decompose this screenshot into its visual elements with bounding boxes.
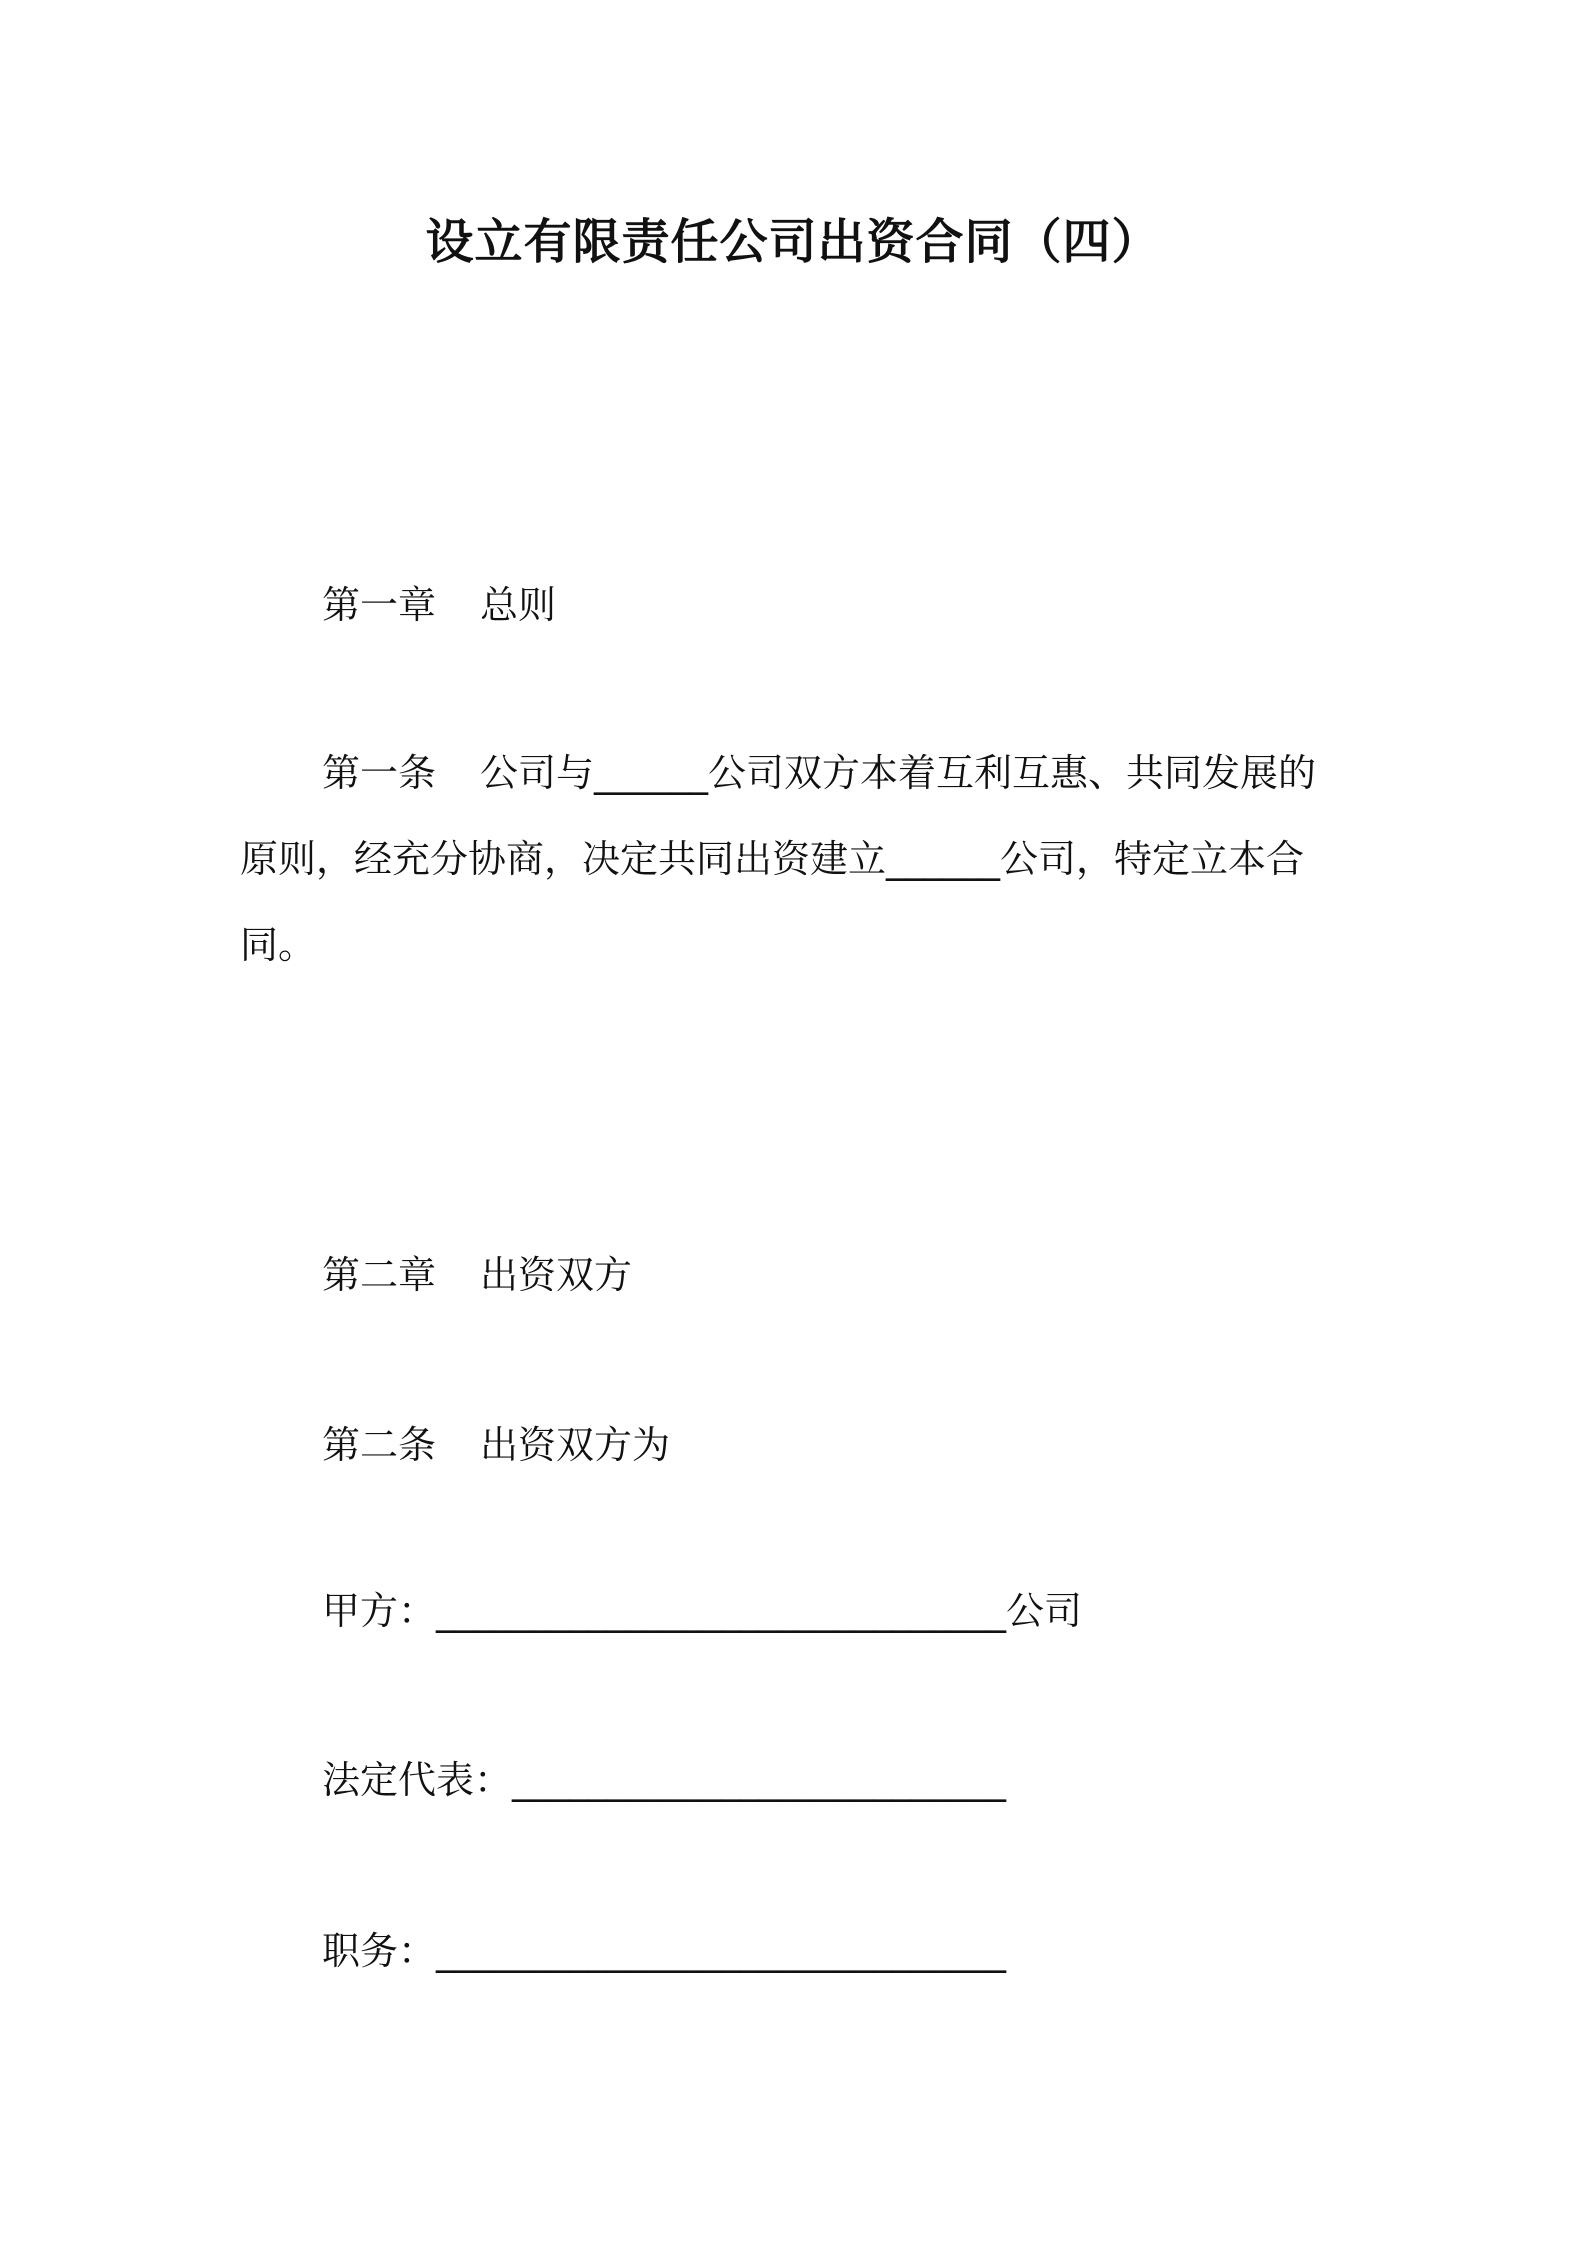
article-1-label: 第一条 xyxy=(322,751,437,795)
legal-representative-line xyxy=(322,1755,1006,1805)
position-label: 职务： xyxy=(322,1929,437,1973)
article-2-heading xyxy=(322,1420,670,1470)
article-2-label: 第二条 xyxy=(322,1423,437,1467)
chapter-1-label: 第一章 xyxy=(322,583,437,627)
party-a-label: 甲方： xyxy=(322,1589,437,1633)
legal-representative-label: 法定代表： xyxy=(322,1758,513,1802)
article-2-text: 出资双方为 xyxy=(480,1423,671,1467)
chapter-2-label: 第二章 xyxy=(322,1253,437,1297)
position-line xyxy=(322,1926,1006,1976)
chapter-2-name: 出资双方 xyxy=(480,1253,633,1297)
party-a-suffix: 公司 xyxy=(1006,1589,1083,1633)
legal-representative-blank: __________________________ xyxy=(512,1758,1007,1802)
document-title: 设立有限责任公司出资合同（四） xyxy=(425,214,1161,270)
chapter-1-name: 总则 xyxy=(480,583,557,627)
party-a-line xyxy=(322,1586,1082,1636)
position-blank: ______________________________ xyxy=(436,1929,1007,1973)
article-1-paragraph xyxy=(240,730,1350,988)
party-a-blank: ______________________________ xyxy=(436,1589,1007,1633)
article-1-text: 公司与______公司双方本着互利互惠、共同发展的原则，经充分协商，决定共同出资建立______公司，特定立本合同。 xyxy=(240,751,1317,967)
chapter-2-heading xyxy=(322,1250,632,1300)
chapter-1-heading xyxy=(322,580,556,630)
